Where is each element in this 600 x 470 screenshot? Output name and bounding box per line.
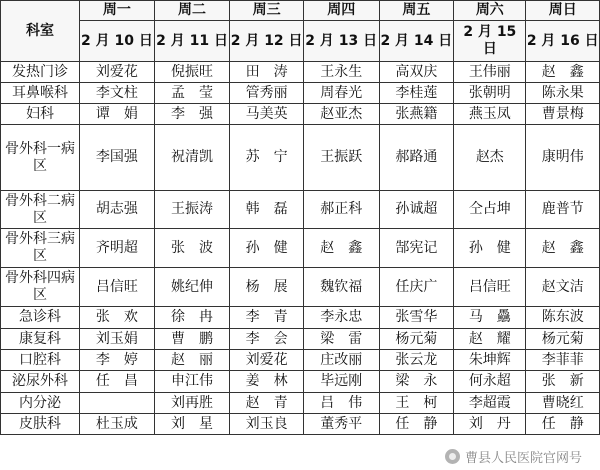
staff-name-cell: 仝占坤 <box>454 191 526 229</box>
staff-name-cell: 李超霞 <box>454 393 526 414</box>
schedule-body <box>1 62 600 435</box>
staff-name-cell: 李国强 <box>80 125 155 191</box>
staff-name-cell: 倪振旺 <box>154 62 230 83</box>
dept-cell: 口腔科 <box>1 350 80 371</box>
staff-name-cell: 齐明超 <box>80 229 155 268</box>
table-row <box>1 371 600 393</box>
staff-name-cell: 刘 丹 <box>454 414 526 435</box>
staff-name-cell: 梁 雷 <box>303 329 379 350</box>
staff-name-cell: 郜宪记 <box>379 229 454 268</box>
staff-name-cell: 李桂莲 <box>379 83 454 104</box>
date-header-row <box>1 21 600 62</box>
staff-name-cell: 任 昌 <box>80 371 155 393</box>
staff-name-cell: 董秀平 <box>303 414 379 435</box>
staff-name-cell: 张雪华 <box>379 307 454 329</box>
date-cell: 2 月 13 日 <box>303 21 379 62</box>
staff-name-cell <box>80 393 155 414</box>
staff-name-cell: 刘再胜 <box>154 393 230 414</box>
date-cell: 2 月 16 日 <box>526 21 600 62</box>
staff-name-cell: 王振涛 <box>154 191 230 229</box>
staff-name-cell: 郝路通 <box>379 125 454 191</box>
dept-cell: 骨外科三病区 <box>1 229 80 268</box>
date-cell: 2 月 12 日 <box>230 21 303 62</box>
staff-name-cell: 刘玉娟 <box>80 329 155 350</box>
staff-name-cell: 高双庆 <box>379 62 454 83</box>
staff-name-cell: 曹 鹏 <box>154 329 230 350</box>
dept-cell: 骨外科四病区 <box>1 268 80 307</box>
staff-name-cell: 陈永果 <box>526 83 600 104</box>
staff-name-cell: 梁 永 <box>379 371 454 393</box>
staff-name-cell: 刘 星 <box>154 414 230 435</box>
staff-name-cell: 魏钦福 <box>303 268 379 307</box>
staff-name-cell: 王 柯 <box>379 393 454 414</box>
staff-name-cell: 庄改丽 <box>303 350 379 371</box>
date-cell: 2 月 11 日 <box>154 21 230 62</box>
staff-name-cell: 张 波 <box>154 229 230 268</box>
watermark <box>445 447 582 466</box>
staff-name-cell: 杜玉成 <box>80 414 155 435</box>
staff-name-cell: 赵 鑫 <box>303 229 379 268</box>
dept-cell: 急诊科 <box>1 307 80 329</box>
staff-name-cell: 陈东波 <box>526 307 600 329</box>
staff-name-cell: 王振跃 <box>303 125 379 191</box>
staff-name-cell: 韩 磊 <box>230 191 303 229</box>
staff-name-cell: 赵 鑫 <box>526 62 600 83</box>
staff-name-cell: 郝正科 <box>303 191 379 229</box>
staff-name-cell: 徐 冉 <box>154 307 230 329</box>
staff-name-cell: 祝清凯 <box>154 125 230 191</box>
dept-cell: 耳鼻喉科 <box>1 83 80 104</box>
weekday-cell: 周日 <box>526 1 600 21</box>
dept-header: 科室 <box>1 1 80 62</box>
table-row <box>1 393 600 414</box>
staff-name-cell: 李文柱 <box>80 83 155 104</box>
table-row <box>1 329 600 350</box>
staff-name-cell: 鹿普节 <box>526 191 600 229</box>
dept-cell: 妇科 <box>1 104 80 125</box>
dept-cell: 骨外科二病区 <box>1 191 80 229</box>
staff-name-cell: 何永超 <box>454 371 526 393</box>
dept-cell: 内分泌 <box>1 393 80 414</box>
weekday-cell: 周四 <box>303 1 379 21</box>
staff-name-cell: 刘爱花 <box>80 62 155 83</box>
date-cell: 2 月 10 日 <box>80 21 155 62</box>
weekday-header-row <box>1 1 600 21</box>
staff-name-cell: 管秀丽 <box>230 83 303 104</box>
staff-name-cell: 张朝明 <box>454 83 526 104</box>
staff-name-cell: 杨 展 <box>230 268 303 307</box>
weekday-cell: 周六 <box>454 1 526 21</box>
staff-name-cell: 马美英 <box>230 104 303 125</box>
staff-name-cell: 赵 耀 <box>454 329 526 350</box>
staff-name-cell: 李菲菲 <box>526 350 600 371</box>
staff-name-cell: 赵 丽 <box>154 350 230 371</box>
staff-name-cell: 赵文洁 <box>526 268 600 307</box>
staff-name-cell: 刘玉良 <box>230 414 303 435</box>
staff-name-cell: 田 涛 <box>230 62 303 83</box>
dept-cell: 泌尿外科 <box>1 371 80 393</box>
table-row <box>1 104 600 125</box>
staff-name-cell: 孙诚超 <box>379 191 454 229</box>
dept-cell: 皮肤科 <box>1 414 80 435</box>
staff-name-cell: 周春光 <box>303 83 379 104</box>
staff-name-cell: 王伟丽 <box>454 62 526 83</box>
staff-name-cell: 张燕籍 <box>379 104 454 125</box>
staff-name-cell: 吕信旺 <box>80 268 155 307</box>
staff-name-cell: 杨元菊 <box>526 329 600 350</box>
date-cell: 2 月 14 日 <box>379 21 454 62</box>
staff-name-cell: 任 静 <box>379 414 454 435</box>
staff-name-cell: 姜 林 <box>230 371 303 393</box>
wechat-icon <box>445 449 460 464</box>
staff-name-cell: 任 静 <box>526 414 600 435</box>
staff-name-cell: 李 婷 <box>80 350 155 371</box>
table-row <box>1 229 600 268</box>
dept-cell: 骨外科一病区 <box>1 125 80 191</box>
table-row <box>1 83 600 104</box>
staff-name-cell: 申江伟 <box>154 371 230 393</box>
staff-name-cell: 康明伟 <box>526 125 600 191</box>
staff-name-cell: 李 强 <box>154 104 230 125</box>
staff-name-cell: 毕远刚 <box>303 371 379 393</box>
weekday-cell: 周二 <box>154 1 230 21</box>
dept-cell: 发热门诊 <box>1 62 80 83</box>
staff-name-cell: 张云龙 <box>379 350 454 371</box>
watermark-text: 曹县人民医院官网号 <box>464 451 582 466</box>
staff-name-cell: 燕玉凤 <box>454 104 526 125</box>
staff-name-cell: 曹晓红 <box>526 393 600 414</box>
table-row <box>1 62 600 83</box>
staff-name-cell: 马 驫 <box>454 307 526 329</box>
staff-name-cell: 张 欢 <box>80 307 155 329</box>
staff-name-cell: 李 青 <box>230 307 303 329</box>
weekday-cell: 周五 <box>379 1 454 21</box>
staff-name-cell: 张 新 <box>526 371 600 393</box>
staff-name-cell: 孙 健 <box>454 229 526 268</box>
staff-name-cell: 曹景梅 <box>526 104 600 125</box>
staff-name-cell: 赵 青 <box>230 393 303 414</box>
staff-name-cell: 胡志强 <box>80 191 155 229</box>
staff-name-cell: 朱坤辉 <box>454 350 526 371</box>
table-row <box>1 414 600 435</box>
table-row <box>1 125 600 191</box>
weekday-cell: 周三 <box>230 1 303 21</box>
staff-name-cell: 赵亚杰 <box>303 104 379 125</box>
table-row <box>1 350 600 371</box>
staff-name-cell: 孙 健 <box>230 229 303 268</box>
staff-name-cell: 赵杰 <box>454 125 526 191</box>
staff-name-cell: 苏 宁 <box>230 125 303 191</box>
staff-name-cell: 吕 伟 <box>303 393 379 414</box>
dept-cell: 康复科 <box>1 329 80 350</box>
staff-name-cell: 赵 鑫 <box>526 229 600 268</box>
staff-name-cell: 刘爱花 <box>230 350 303 371</box>
staff-name-cell: 杨元菊 <box>379 329 454 350</box>
date-cell: 2 月 15 日 <box>454 21 526 62</box>
table-row <box>1 307 600 329</box>
staff-name-cell: 李 会 <box>230 329 303 350</box>
staff-name-cell: 姚纪伸 <box>154 268 230 307</box>
table-row <box>1 191 600 229</box>
staff-name-cell: 谭 娟 <box>80 104 155 125</box>
staff-name-cell: 王永生 <box>303 62 379 83</box>
staff-name-cell: 任庆广 <box>379 268 454 307</box>
staff-name-cell: 吕信旺 <box>454 268 526 307</box>
weekday-cell: 周一 <box>80 1 155 21</box>
staff-name-cell: 李永忠 <box>303 307 379 329</box>
table-row <box>1 268 600 307</box>
staff-name-cell: 孟 莹 <box>154 83 230 104</box>
